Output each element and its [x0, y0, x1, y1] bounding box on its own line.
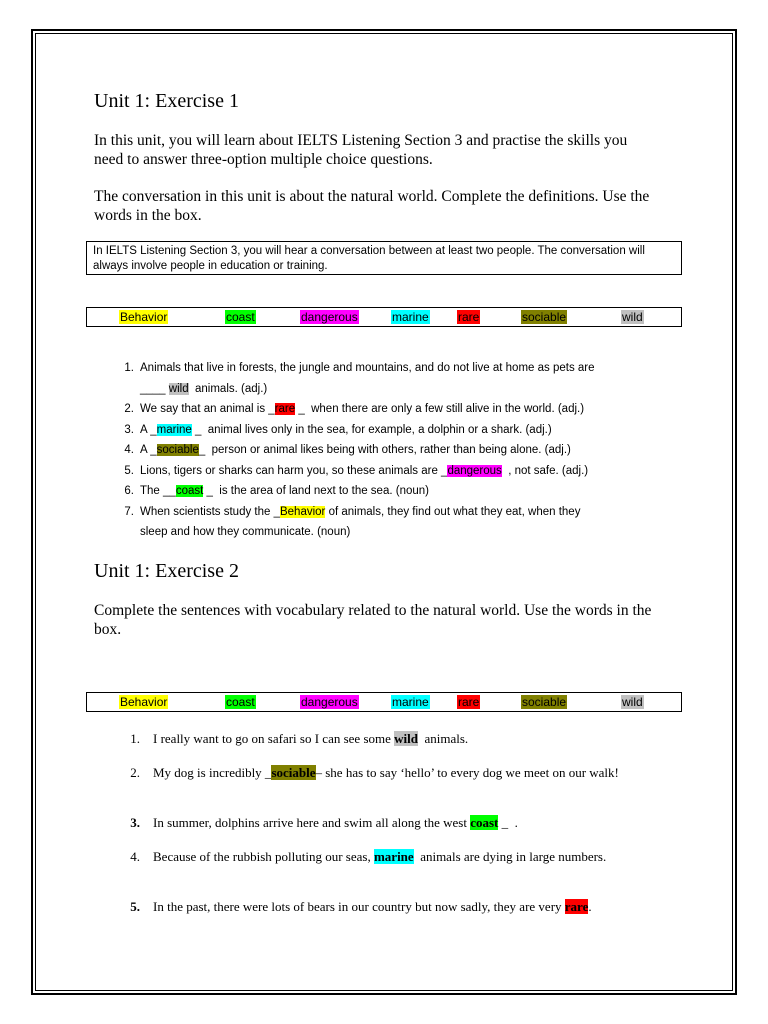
- item-text: Because of the rubbish polluting our seas,: [153, 849, 374, 864]
- exercise-2-title: Unit 1: Exercise 2: [94, 560, 239, 582]
- word-wild: wild: [622, 310, 643, 324]
- item-text: sleep and how they communicate. (noun): [140, 526, 351, 538]
- item-text: _ .: [498, 815, 518, 830]
- exercise-1-instructions: The conversation in this unit is about the natural world. Complete the definitions. Use the words in the box.: [94, 188, 650, 224]
- list-item: [116, 461, 595, 482]
- list-item: [116, 440, 595, 461]
- item-number: 1.: [124, 362, 134, 374]
- word-rare: rare: [458, 695, 480, 709]
- item-number: 5.: [130, 899, 140, 914]
- item-text: ____: [140, 382, 166, 395]
- item-text: In the past, there were lots of bears in our country but now sadly, they are very: [153, 899, 565, 914]
- item-number: 6.: [124, 485, 134, 497]
- list-item: [120, 730, 680, 747]
- exercise-1-intro: In this unit, you will learn about IELTS Listening Section 3 and practise the skills you need to answer three-option multiple choice questions.: [94, 132, 628, 168]
- item-text: A _: [140, 423, 157, 436]
- list-item: [116, 358, 595, 399]
- answer-wild: wild: [394, 731, 418, 746]
- item-text: I really want to go on safari so I can see some: [153, 731, 395, 746]
- item-number: 4.: [130, 849, 140, 864]
- exercise-2-instructions: Complete the sentences with vocabulary related to the natural world. Use the words in the box.: [94, 602, 652, 638]
- answer-sociable: sociable: [271, 765, 316, 780]
- item-text: In summer, dolphins arrive here and swim all along the west: [153, 815, 471, 830]
- list-item: [116, 502, 595, 543]
- answer-coast: coast: [175, 485, 204, 497]
- word-behavior: Behavior: [120, 695, 168, 709]
- item-text: of animals, they find out what they eat, when they: [325, 505, 581, 518]
- list-item: [120, 764, 680, 781]
- answer-coast: coast: [470, 815, 499, 830]
- word-dangerous: dangerous: [301, 695, 358, 709]
- item-text: – she has to say ‘hello’ to every dog we meet on our walk!: [315, 765, 619, 780]
- word-box-2: [86, 692, 682, 712]
- item-number: 2.: [124, 403, 134, 415]
- answer-behavior: Behavior: [279, 505, 326, 518]
- item-text: We say that an animal is _: [140, 403, 275, 415]
- exercise-1-list: [116, 358, 595, 543]
- item-number: 3.: [130, 815, 140, 830]
- answer-marine: marine: [373, 849, 414, 864]
- answer-rare: rare: [274, 403, 296, 415]
- word-sociable: sociable: [522, 310, 567, 324]
- word-wild: wild: [622, 695, 643, 709]
- item-number: 4.: [124, 444, 134, 456]
- list-item: [120, 898, 680, 915]
- ielts-note-box: In IELTS Listening Section 3, you will hear a conversation between at least two people. The conversation will always involve people in education or training.: [86, 241, 682, 275]
- item-number: 1.: [130, 731, 140, 746]
- item-text: The __: [140, 485, 176, 497]
- item-text: Lions, tigers or sharks can harm you, so these animals are _: [140, 464, 448, 477]
- list-item: [120, 848, 680, 865]
- item-text: animals. (adj.): [188, 382, 268, 395]
- item-text: When scientists study the _: [140, 505, 280, 518]
- item-text: _ person or animal likes being with others, rather than being alone. (adj.): [198, 444, 571, 456]
- word-coast: coast: [226, 310, 255, 324]
- item-number: 3.: [124, 423, 134, 436]
- word-dangerous: dangerous: [301, 310, 358, 324]
- list-item: [116, 420, 595, 441]
- item-text: _ is the area of land next to the sea. (noun): [203, 485, 429, 497]
- word-marine: marine: [392, 695, 429, 709]
- item-text: _ animal lives only in the sea, for example, a dolphin or a shark. (adj.): [191, 423, 552, 436]
- list-item: [116, 481, 595, 502]
- answer-sociable: sociable: [156, 444, 199, 456]
- item-text: animals are dying in large numbers.: [413, 849, 607, 864]
- item-number: 2.: [130, 765, 140, 780]
- item-number: 5.: [124, 464, 134, 477]
- answer-dangerous: dangerous: [447, 464, 502, 477]
- answer-wild: wild: [168, 382, 189, 395]
- item-text: .: [588, 899, 592, 914]
- item-text: Animals that live in forests, the jungle and mountains, and do not live at home as pets are: [140, 362, 595, 374]
- word-rare: rare: [458, 310, 480, 324]
- item-text: , not safe. (adj.): [501, 464, 589, 477]
- word-sociable: sociable: [522, 695, 567, 709]
- exercise-1-title: Unit 1: Exercise 1: [94, 90, 239, 112]
- answer-rare: rare: [564, 899, 589, 914]
- item-text: animals.: [418, 731, 469, 746]
- word-behavior: Behavior: [120, 310, 168, 324]
- answer-marine: marine: [156, 423, 192, 436]
- item-number: 7.: [124, 505, 134, 518]
- list-item: [116, 399, 595, 420]
- list-item: [120, 814, 680, 831]
- word-box-1: [86, 307, 682, 327]
- word-coast: coast: [226, 695, 255, 709]
- item-text: A _: [140, 444, 157, 456]
- item-text: _ when there are only a few still alive in the world. (adj.): [295, 403, 585, 415]
- word-marine: marine: [392, 310, 429, 324]
- item-text: My dog is incredibly _: [153, 765, 272, 780]
